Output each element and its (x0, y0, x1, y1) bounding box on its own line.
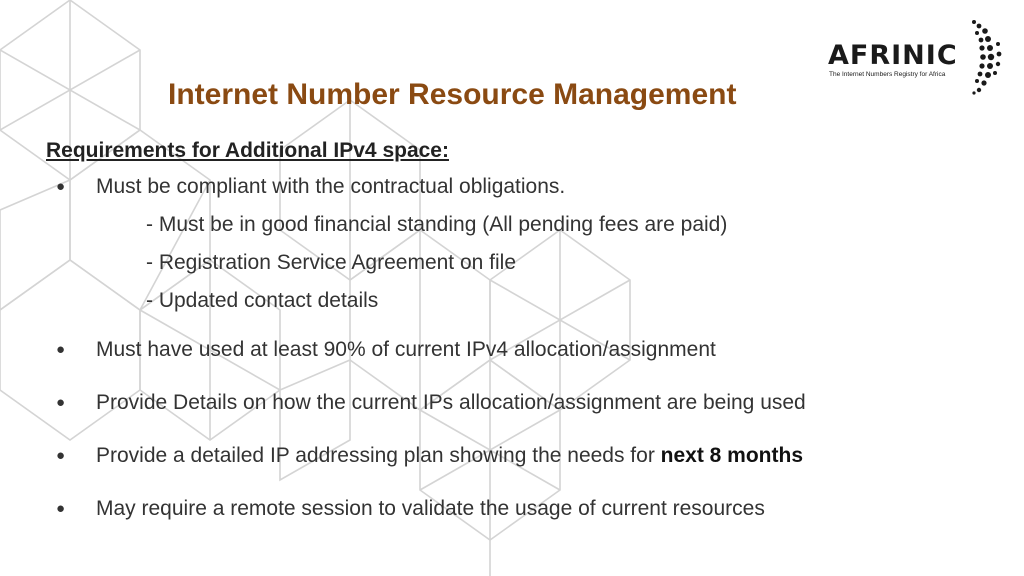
sub-item-contact-details: - Updated contact details (146, 289, 379, 312)
slide-title: Internet Number Resource Management (168, 78, 737, 111)
bullet-item-compliance: Must be compliant with the contractual obligations. (96, 175, 566, 198)
logo-wordmark: AFRINIC (828, 40, 958, 71)
sub-item-service-agreement: - Registration Service Agreement on file (146, 251, 517, 274)
bullet-icon: ● (56, 500, 66, 517)
bullet-icon: ● (56, 447, 66, 464)
bullet-item-usage-threshold: Must have used at least 90% of current IPv4 allocation/assignment (96, 338, 716, 361)
next-8-months-emphasis: next 8 months (660, 444, 804, 467)
logo-tagline: The Internet Numbers Registry for Africa (829, 71, 946, 78)
bullet-icon: ● (56, 341, 66, 358)
afrinic-logo (828, 18, 1008, 96)
requirements-heading: Requirements for Additional IPv4 space: (46, 139, 449, 162)
bullet-item-remote-session: May require a remote session to validate the usage of current resources (96, 497, 765, 520)
logo-dots-icon (968, 18, 1008, 96)
bullet-icon: ● (56, 394, 66, 411)
sub-item-financial-standing: - Must be in good financial standing (All pending fees are paid) (146, 213, 728, 236)
bullet-icon: ● (56, 178, 66, 195)
bullet-item-usage-details: Provide Details on how the current IPs allocation/assignment are being used (96, 391, 806, 414)
addressing-plan-text: Provide a detailed IP addressing plan showing the needs for (96, 444, 661, 467)
bullet-item-addressing-plan (96, 444, 803, 468)
